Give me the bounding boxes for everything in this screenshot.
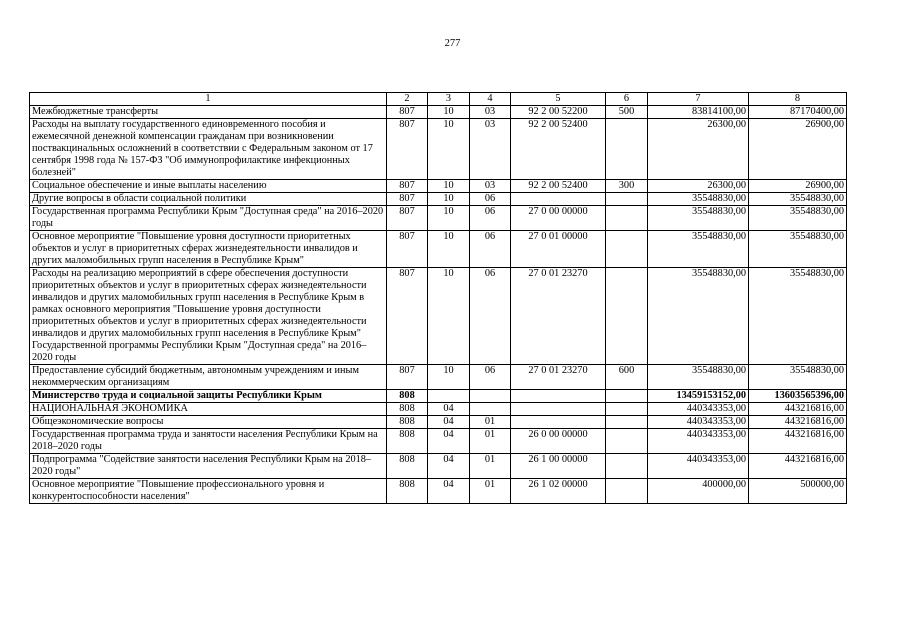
cell-section: 04 bbox=[428, 416, 470, 429]
cell-name: Государственная программа труда и занятости населения Республики Крым на 2018–2020 годы bbox=[30, 429, 387, 454]
table-row bbox=[30, 119, 847, 180]
cell-target-article bbox=[511, 403, 606, 416]
header-cell: 2 bbox=[387, 93, 428, 106]
cell-expense-type: 600 bbox=[606, 365, 648, 390]
cell-name: Расходы на выплату государственного единовременного пособия и ежемесячной денежной компенсации гражданам при возникновении поствакцинальных осложнений в соответствии с Федеральным законом от 17 сентября 1998 года № 157-ФЗ "Об иммунопрофилактике инфекционных болезней" bbox=[30, 119, 387, 180]
cell-admin-code: 808 bbox=[387, 416, 428, 429]
cell-target-article: 27 0 01 23270 bbox=[511, 268, 606, 365]
cell-name: Подпрограмма "Содействие занятости населения Республики Крым на 2018–2020 годы" bbox=[30, 454, 387, 479]
cell-section: 04 bbox=[428, 479, 470, 504]
cell-amount-year2: 35548830,00 bbox=[749, 268, 847, 365]
cell-amount-year2: 35548830,00 bbox=[749, 365, 847, 390]
cell-amount-year2: 500000,00 bbox=[749, 479, 847, 504]
header-cell: 7 bbox=[648, 93, 749, 106]
cell-name: Социальное обеспечение и иные выплаты населению bbox=[30, 180, 387, 193]
cell-expense-type bbox=[606, 390, 648, 403]
cell-expense-type bbox=[606, 429, 648, 454]
cell-target-article: 26 1 00 00000 bbox=[511, 454, 606, 479]
cell-section: 04 bbox=[428, 454, 470, 479]
cell-amount-year2: 443216816,00 bbox=[749, 416, 847, 429]
cell-admin-code: 807 bbox=[387, 193, 428, 206]
cell-subsection: 03 bbox=[470, 180, 511, 193]
header-cell: 8 bbox=[749, 93, 847, 106]
header-cell: 3 bbox=[428, 93, 470, 106]
cell-subsection: 06 bbox=[470, 231, 511, 268]
cell-section: 10 bbox=[428, 268, 470, 365]
cell-amount-year1: 35548830,00 bbox=[648, 365, 749, 390]
cell-admin-code: 807 bbox=[387, 268, 428, 365]
cell-expense-type: 300 bbox=[606, 180, 648, 193]
cell-target-article bbox=[511, 193, 606, 206]
table-row bbox=[30, 180, 847, 193]
cell-subsection bbox=[470, 390, 511, 403]
cell-expense-type bbox=[606, 119, 648, 180]
cell-name: Межбюджетные трансферты bbox=[30, 106, 387, 119]
cell-admin-code: 807 bbox=[387, 206, 428, 231]
table-row bbox=[30, 479, 847, 504]
cell-amount-year2: 26900,00 bbox=[749, 119, 847, 180]
table-row bbox=[30, 454, 847, 479]
cell-amount-year1: 440343353,00 bbox=[648, 403, 749, 416]
cell-target-article: 27 0 01 23270 bbox=[511, 365, 606, 390]
cell-name: Общеэкономические вопросы bbox=[30, 416, 387, 429]
cell-expense-type bbox=[606, 193, 648, 206]
cell-section: 10 bbox=[428, 106, 470, 119]
cell-target-article bbox=[511, 390, 606, 403]
cell-admin-code: 807 bbox=[387, 231, 428, 268]
cell-section: 10 bbox=[428, 119, 470, 180]
cell-admin-code: 807 bbox=[387, 106, 428, 119]
cell-expense-type bbox=[606, 268, 648, 365]
table-row bbox=[30, 193, 847, 206]
header-cell: 1 bbox=[30, 93, 387, 106]
cell-section: 04 bbox=[428, 429, 470, 454]
cell-subsection: 03 bbox=[470, 106, 511, 119]
header-cell: 5 bbox=[511, 93, 606, 106]
cell-name: НАЦИОНАЛЬНАЯ ЭКОНОМИКА bbox=[30, 403, 387, 416]
cell-section: 10 bbox=[428, 206, 470, 231]
cell-amount-year2: 87170400,00 bbox=[749, 106, 847, 119]
cell-admin-code: 808 bbox=[387, 390, 428, 403]
cell-amount-year1: 440343353,00 bbox=[648, 416, 749, 429]
cell-admin-code: 807 bbox=[387, 180, 428, 193]
cell-amount-year1: 35548830,00 bbox=[648, 206, 749, 231]
cell-subsection: 06 bbox=[470, 206, 511, 231]
cell-section: 04 bbox=[428, 403, 470, 416]
cell-name: Расходы на реализацию мероприятий в сфере обеспечения доступности приоритетных объектов и услуг в приоритетных сферах жизнедеятельности инвалидов и других маломобильных групп населения в Республике Крым в рамках основного мероприятия "Повышение уровня доступности приоритетных объектов и услуг в приоритетных сферах жизнедеятельности инвалидов и других маломобильных групп населения в Республике Крым" Государственной программы Республики Крым "Доступная среда" на 2016–2020 годы bbox=[30, 268, 387, 365]
header-cell: 4 bbox=[470, 93, 511, 106]
table-row bbox=[30, 429, 847, 454]
table-row bbox=[30, 106, 847, 119]
cell-subsection: 06 bbox=[470, 268, 511, 365]
table-row bbox=[30, 268, 847, 365]
cell-amount-year1: 35548830,00 bbox=[648, 231, 749, 268]
cell-target-article: 26 1 02 00000 bbox=[511, 479, 606, 504]
cell-amount-year2: 443216816,00 bbox=[749, 454, 847, 479]
cell-name: Государственная программа Республики Крым "Доступная среда" на 2016–2020 годы bbox=[30, 206, 387, 231]
cell-section: 10 bbox=[428, 180, 470, 193]
cell-amount-year2: 443216816,00 bbox=[749, 403, 847, 416]
cell-subsection: 06 bbox=[470, 365, 511, 390]
table-body bbox=[30, 106, 847, 504]
cell-amount-year2: 35548830,00 bbox=[749, 206, 847, 231]
cell-expense-type bbox=[606, 416, 648, 429]
cell-name: Другие вопросы в области социальной политики bbox=[30, 193, 387, 206]
cell-amount-year1: 440343353,00 bbox=[648, 429, 749, 454]
cell-target-article: 26 0 00 00000 bbox=[511, 429, 606, 454]
cell-amount-year2: 26900,00 bbox=[749, 180, 847, 193]
cell-amount-year2: 35548830,00 bbox=[749, 231, 847, 268]
cell-amount-year1: 35548830,00 bbox=[648, 268, 749, 365]
cell-amount-year1: 440343353,00 bbox=[648, 454, 749, 479]
cell-expense-type bbox=[606, 479, 648, 504]
cell-amount-year2: 35548830,00 bbox=[749, 193, 847, 206]
cell-amount-year1: 13459153152,00 bbox=[648, 390, 749, 403]
cell-amount-year2: 443216816,00 bbox=[749, 429, 847, 454]
cell-subsection: 01 bbox=[470, 416, 511, 429]
header-row bbox=[30, 93, 847, 106]
table-row bbox=[30, 231, 847, 268]
cell-subsection bbox=[470, 403, 511, 416]
cell-admin-code: 808 bbox=[387, 403, 428, 416]
cell-section bbox=[428, 390, 470, 403]
cell-name: Предоставление субсидий бюджетным, автономным учреждениям и иным некоммерческим организациям bbox=[30, 365, 387, 390]
cell-admin-code: 807 bbox=[387, 119, 428, 180]
cell-amount-year1: 26300,00 bbox=[648, 119, 749, 180]
table-row bbox=[30, 416, 847, 429]
cell-amount-year1: 83814100,00 bbox=[648, 106, 749, 119]
cell-target-article bbox=[511, 416, 606, 429]
cell-admin-code: 808 bbox=[387, 479, 428, 504]
cell-target-article: 92 2 00 52200 bbox=[511, 106, 606, 119]
cell-admin-code: 807 bbox=[387, 365, 428, 390]
cell-amount-year1: 400000,00 bbox=[648, 479, 749, 504]
cell-name: Основное мероприятие "Повышение уровня доступности приоритетных объектов и услуг в приоритетных сферах жизнедеятельности инвалидов и других маломобильных групп населения в Республике Крым" bbox=[30, 231, 387, 268]
cell-expense-type bbox=[606, 454, 648, 479]
cell-name: Основное мероприятие "Повышение профессионального уровня и конкурентоспособности населения" bbox=[30, 479, 387, 504]
cell-subsection: 06 bbox=[470, 193, 511, 206]
table-row bbox=[30, 403, 847, 416]
table-row bbox=[30, 206, 847, 231]
cell-target-article: 27 0 01 00000 bbox=[511, 231, 606, 268]
cell-amount-year1: 35548830,00 bbox=[648, 193, 749, 206]
cell-target-article: 27 0 00 00000 bbox=[511, 206, 606, 231]
cell-expense-type bbox=[606, 231, 648, 268]
cell-section: 10 bbox=[428, 193, 470, 206]
cell-amount-year2: 13603565396,00 bbox=[749, 390, 847, 403]
cell-admin-code: 808 bbox=[387, 454, 428, 479]
cell-target-article: 92 2 00 52400 bbox=[511, 119, 606, 180]
cell-amount-year1: 26300,00 bbox=[648, 180, 749, 193]
page-number: 277 bbox=[444, 38, 461, 49]
cell-subsection: 01 bbox=[470, 429, 511, 454]
cell-subsection: 01 bbox=[470, 479, 511, 504]
cell-expense-type bbox=[606, 206, 648, 231]
cell-subsection: 01 bbox=[470, 454, 511, 479]
header-cell: 6 bbox=[606, 93, 648, 106]
cell-target-article: 92 2 00 52400 bbox=[511, 180, 606, 193]
cell-admin-code: 808 bbox=[387, 429, 428, 454]
cell-section: 10 bbox=[428, 365, 470, 390]
table-row bbox=[30, 365, 847, 390]
budget-table bbox=[29, 92, 847, 504]
cell-expense-type bbox=[606, 403, 648, 416]
cell-expense-type: 500 bbox=[606, 106, 648, 119]
cell-name: Министерство труда и социальной защиты Республики Крым bbox=[30, 390, 387, 403]
cell-subsection: 03 bbox=[470, 119, 511, 180]
cell-section: 10 bbox=[428, 231, 470, 268]
table-row bbox=[30, 390, 847, 403]
